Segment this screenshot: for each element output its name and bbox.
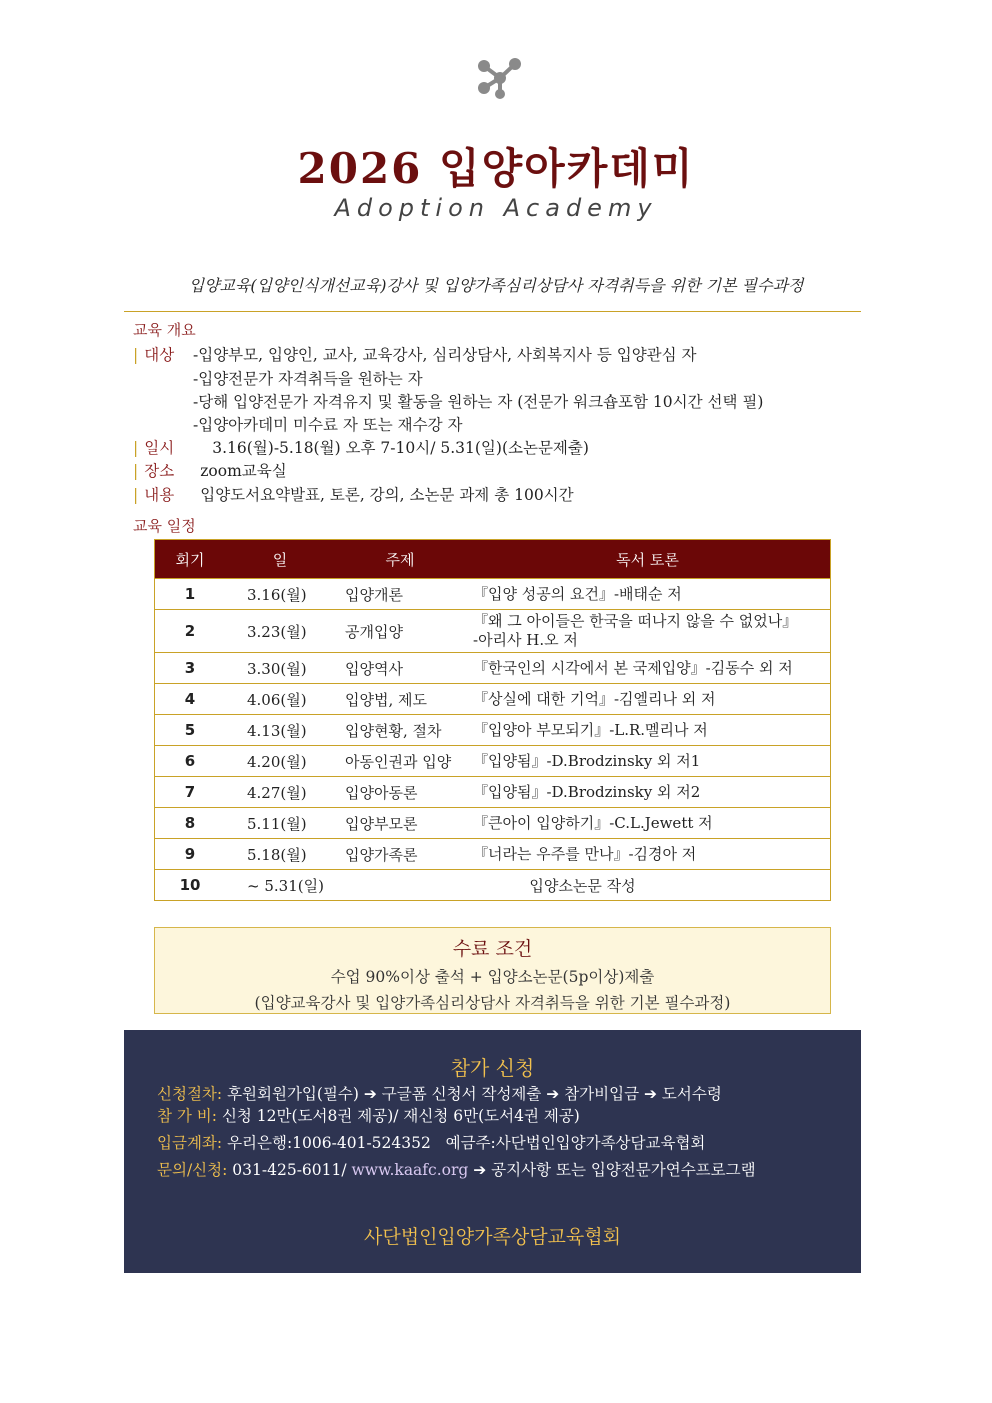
website-link[interactable]: www.kaafc.org: [351, 1161, 469, 1179]
session-book: 『너라는 우주를 만나』-김경아 저: [465, 839, 831, 870]
column-header: 일: [225, 540, 335, 579]
contact-rest: ➔ 공지사항 또는 입양전문가연수프로그램: [473, 1161, 756, 1179]
session-topic: 입양아동론: [335, 777, 465, 808]
session-topic: 입양현황, 절차: [335, 715, 465, 746]
session-date: 4.06(월): [225, 684, 335, 715]
session-date: ~ 5.31(일): [225, 870, 335, 901]
content-label: 내용: [144, 486, 175, 504]
overview-place: [133, 459, 287, 481]
session-topic: 입양가족론: [335, 839, 465, 870]
overview-target: [133, 343, 200, 365]
session-date: 5.18(월): [225, 839, 335, 870]
account-label: 입금계좌:: [157, 1134, 223, 1152]
procedure-value: 후원회원가입(필수) ➔ 구글폼 신청서 작성제출 ➔ 참가비입금 ➔ 도서수령: [227, 1085, 722, 1103]
session-number: 6: [155, 746, 226, 777]
place-value: zoom교육실: [200, 462, 287, 480]
overview-content: [133, 483, 574, 505]
session-topic: 입양역사: [335, 653, 465, 684]
logo-icon: [470, 52, 530, 102]
session-date: 4.20(월): [225, 746, 335, 777]
table-row: [155, 870, 831, 901]
table-row: [155, 746, 831, 777]
apply-fee: [157, 1104, 580, 1126]
session-book: 『입양됨』-D.Brodzinsky 외 저2: [465, 777, 831, 808]
column-header: 회기: [155, 540, 226, 579]
session-book: 『한국인의 시각에서 본 국제입양』-김동수 외 저: [465, 653, 831, 684]
divider: [124, 311, 861, 312]
fee-label: 참 가 비:: [157, 1107, 217, 1125]
table-row: [155, 808, 831, 839]
fee-value: 신청 12만(도서8권 제공)/ 재신청 6만(도서4권 제공): [221, 1107, 580, 1125]
apply-title: 참가 신청: [450, 1056, 535, 1080]
tagline: 입양교육(입양인식개선교육)강사 및 입양가족심리상담사 자격취득을 위한 기본 필수과정: [188, 276, 804, 295]
session-topic: 입양부모론: [335, 808, 465, 839]
session-number: 5: [155, 715, 226, 746]
session-number: 2: [155, 610, 226, 653]
table-row: [155, 610, 831, 653]
session-date: 5.11(월): [225, 808, 335, 839]
session-number: 3: [155, 653, 226, 684]
date-label: 일시: [144, 439, 175, 457]
session-number: 8: [155, 808, 226, 839]
session-number: 4: [155, 684, 226, 715]
bullet-bar: |: [133, 439, 139, 457]
session-book: 『큰아이 입양하기』-C.L.Jewett 저: [465, 808, 831, 839]
session-date: 4.13(월): [225, 715, 335, 746]
apply-contact: [157, 1158, 756, 1180]
contact-phone: 031-425-6011/: [232, 1161, 347, 1179]
page-subtitle: Adoption Academy: [334, 194, 658, 222]
target-label: 대상: [144, 346, 175, 364]
completion-box: [154, 927, 831, 1014]
session-book-line: -아리사 H.오 저: [473, 631, 578, 649]
page-title: 2026 입양아카데미: [297, 144, 695, 193]
table-header-row: [155, 540, 831, 579]
session-number: 7: [155, 777, 226, 808]
apply-account: [157, 1131, 705, 1153]
session-topic: 입양법, 제도: [335, 684, 465, 715]
apply-panel: [124, 1030, 861, 1273]
session-date: 4.27(월): [225, 777, 335, 808]
completion-title: 수료 조건: [452, 938, 533, 960]
place-label: 장소: [144, 462, 175, 480]
table-row: [155, 839, 831, 870]
target-line: -입양전문가 자격취득을 원하는 자: [193, 370, 423, 388]
completion-note: (입양교육강사 및 입양가족심리상담사 자격취득을 위한 기본 필수과정): [254, 994, 731, 1012]
overview-section-title: 교육 개요: [133, 321, 196, 339]
session-date: 3.16(월): [225, 579, 335, 610]
column-header: 독서 토론: [465, 540, 831, 579]
session-book: 『상실에 대한 기억』-김엘리나 외 저: [465, 684, 831, 715]
contact-label: 문의/신청:: [157, 1161, 228, 1179]
session-topic: 아동인권과 입양: [335, 746, 465, 777]
content-value: 입양도서요약발표, 토론, 강의, 소논문 과제 총 100시간: [200, 486, 574, 504]
overview-date: [133, 436, 589, 458]
bullet-bar: |: [133, 486, 139, 504]
table-row: [155, 777, 831, 808]
column-header: 주제: [335, 540, 465, 579]
apply-procedure: [157, 1082, 722, 1104]
session-topic: 입양개론: [335, 579, 465, 610]
date-value: 3.16(월)-5.18(월) 오후 7-10시/ 5.31(일)(소논문제출): [212, 439, 589, 457]
session-book: [465, 610, 831, 653]
schedule-section-title: 교육 일정: [133, 517, 196, 535]
target-line: -입양부모, 입양인, 교사, 교육강사, 심리상담사, 사회복지사 등 입양관심 자: [193, 346, 697, 364]
session-book: 『입양됨』-D.Brodzinsky 외 저1: [465, 746, 831, 777]
session-date: 3.30(월): [225, 653, 335, 684]
target-line: -입양아카데미 미수료 자 또는 재수강 자: [193, 416, 463, 434]
session-number: 10: [155, 870, 226, 901]
session-content: 입양소논문 작성: [335, 870, 831, 901]
table-row: [155, 579, 831, 610]
session-number: 1: [155, 579, 226, 610]
account-value: 우리은행:1006-401-524352 예금주:사단법인입양가족상담교육협회: [227, 1134, 706, 1152]
target-line: -당해 입양전문가 자격유지 및 활동을 원하는 자 (전문가 워크숍포함 10시간 선택 필): [193, 393, 764, 411]
bullet-bar: |: [133, 346, 139, 364]
completion-requirement: 수업 90%이상 출석 + 입양소논문(5p이상)제출: [330, 968, 655, 986]
schedule-table: [154, 539, 831, 901]
session-book: 『입양아 부모되기』-L.R.멜리나 저: [465, 715, 831, 746]
table-row: [155, 684, 831, 715]
session-date: 3.23(월): [225, 610, 335, 653]
session-book: 『입양 성공의 요건』-배태순 저: [465, 579, 831, 610]
session-number: 9: [155, 839, 226, 870]
table-row: [155, 653, 831, 684]
organization-name: 사단법인입양가족상담교육협회: [364, 1226, 621, 1248]
session-book-line: 『왜 그 아이들은 한국을 떠나지 않을 수 없었나』: [473, 612, 798, 630]
table-row: [155, 715, 831, 746]
bullet-bar: |: [133, 462, 139, 480]
procedure-label: 신청절차:: [157, 1085, 223, 1103]
session-topic: 공개입양: [335, 610, 465, 653]
